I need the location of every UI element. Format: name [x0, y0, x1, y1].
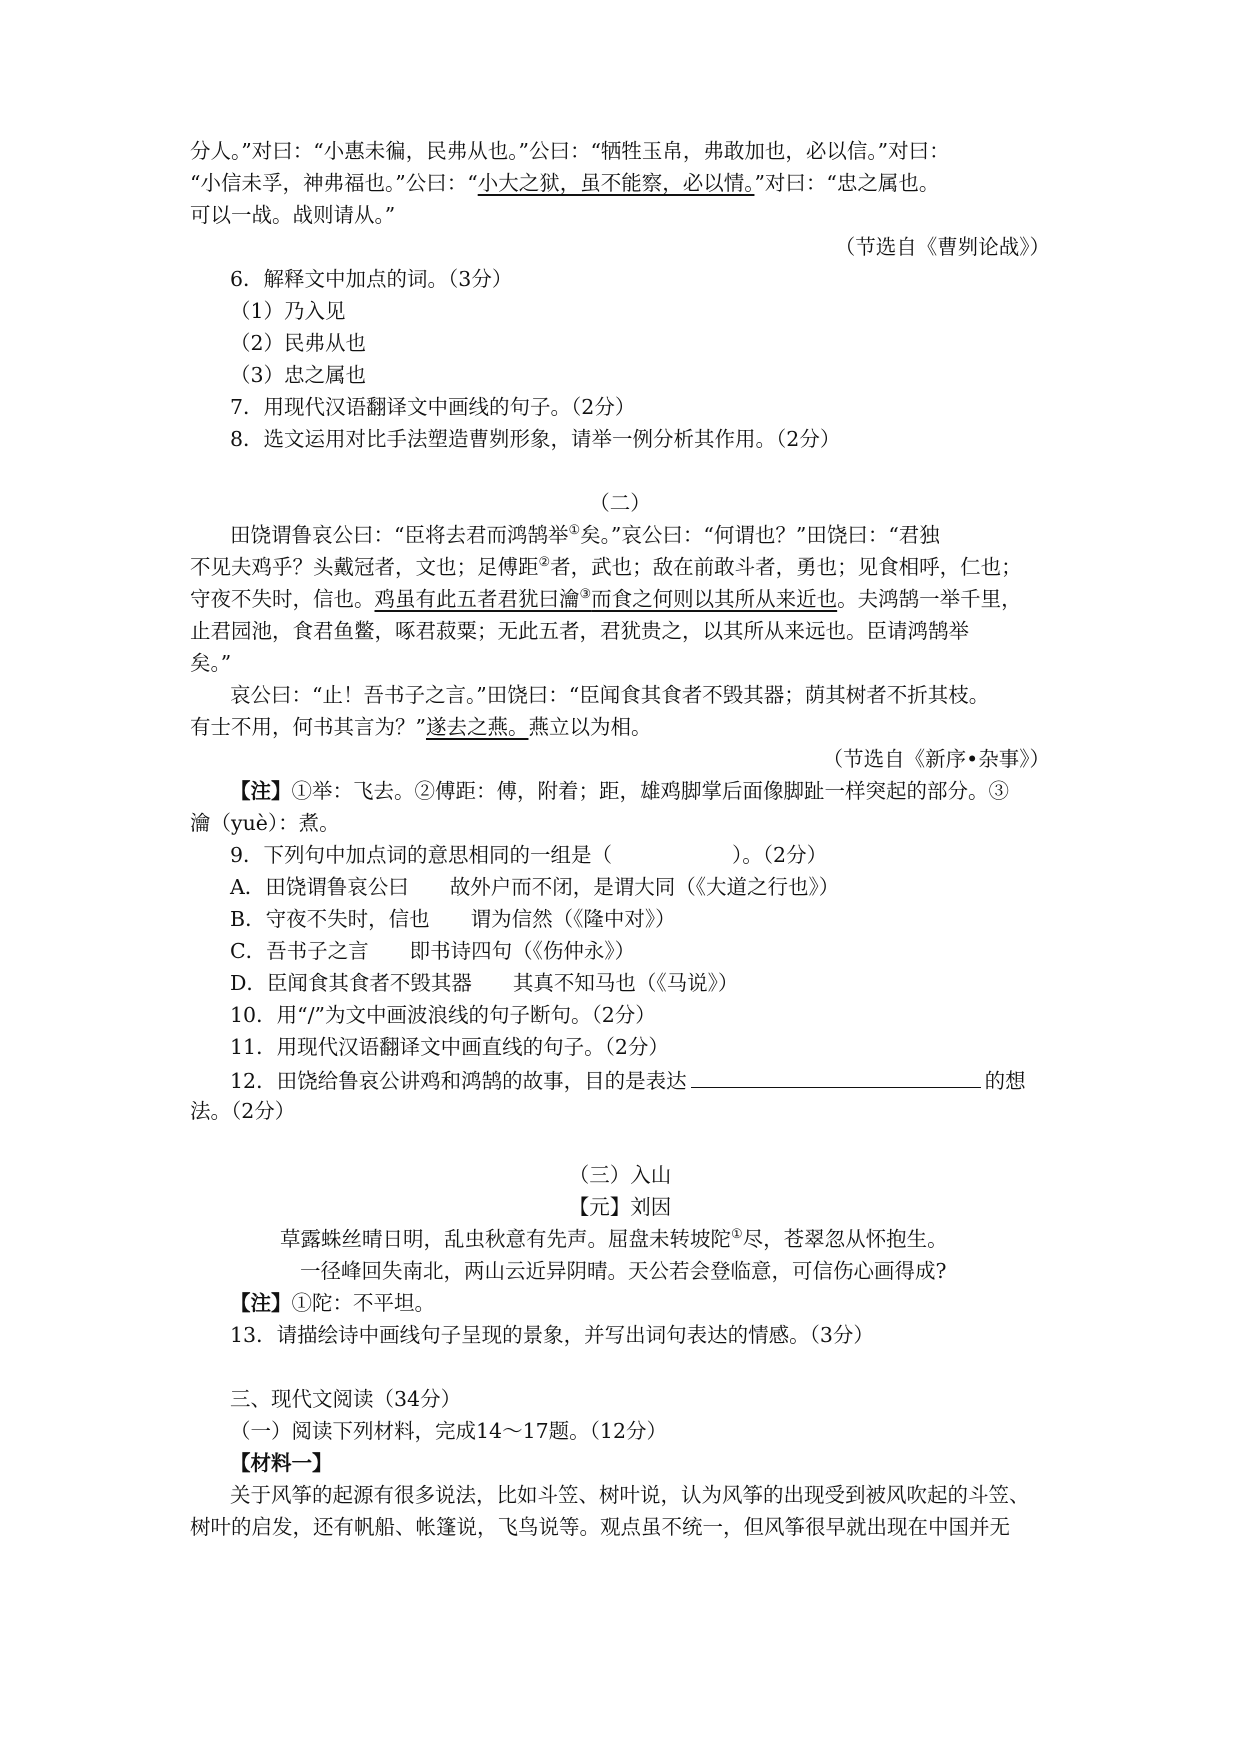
question-12: 12．田饶给鲁哀公讲鸡和鸿鹄的故事，目的是表达 的想 — [230, 1063, 1090, 1097]
sec2-source: （节选自《新序•杂事》） — [822, 747, 1050, 771]
question-6-item-1: （1）乃入见 — [230, 299, 346, 323]
material-1-line-2: 树叶的启发，还有帆船、帐篷说，飞鸟说等。观点虽不统一，但风筝很早就出现在中国并无 — [190, 1515, 1010, 1539]
poem-author: 【元】刘因 — [568, 1195, 672, 1219]
sec2-note-1: 【注】①举：飞去。②傅距：傅，附着；距，雄鸡脚掌后面像脚趾一样突起的部分。③ — [230, 779, 1009, 803]
sec2-line-6: 哀公曰：“止！吾书子之言。”田饶曰：“臣闻食其食者不毁其器；荫其树者不折其枝。 — [230, 683, 990, 707]
question-9-option-d: D．臣闻食其食者不毁其器 其真不知马也（《马说》） — [230, 971, 739, 995]
straight-underlined-sentence: 遂去之燕。 — [425, 715, 529, 739]
sec2-line-1: 田饶谓鲁哀公曰：“臣将去君而鸿鹄举①矣。”哀公曰：“何谓也？”田饶曰：“君独 — [230, 523, 940, 547]
underlined-sentence: 小大之狱，虽不能察，必以情。 — [477, 171, 755, 195]
material-1-label: 【材料一】 — [230, 1451, 333, 1475]
sec2-line-7: 有士不用，何书其言为？”遂去之燕。燕立以为相。 — [190, 715, 652, 739]
question-9: 9．下列句中加点词的意思相同的一组是（ ）。（2分） — [230, 843, 828, 867]
poem-line-2: 一径峰回失南北，两山云近异阴晴。天公若会登临意，可信伤心画得成? — [300, 1259, 947, 1283]
sec2-line-4: 止君园池，食君鱼鳖，啄君菽粟；无此五者，君犹贵之，以其所从来远也。臣请鸿鹄举 — [190, 619, 969, 643]
cao-line-1: 分人。”对曰：“小惠未徧，民弗从也。”公曰：“牺牲玉帛，弗敢加也，必以信。”对曰： — [190, 139, 950, 163]
question-13: 13．请描绘诗中画线句子呈现的景象，并写出词句表达的情感。（3分） — [230, 1323, 874, 1347]
question-6: 6．解释文中加点的词。（3分） — [230, 267, 513, 291]
question-9-option-b: B．守夜不失时，信也 谓为信然（《隆中对》） — [230, 907, 676, 931]
cao-line-3: 可以一战。战则请从。” — [190, 203, 396, 227]
material-1-line-1: 关于风筝的起源有很多说法，比如斗笠、树叶说，认为风筝的出现受到被风吹起的斗笠、 — [230, 1483, 1030, 1507]
question-7: 7．用现代汉语翻译文中画线的句子。（2分） — [230, 395, 636, 419]
question-8: 8．选文运用对比手法塑造曹刿形象，请举一例分析其作用。（2分） — [230, 427, 841, 451]
cao-source: （节选自《曹刿论战》） — [834, 235, 1050, 259]
poem-line-1: 草露蛛丝晴日明，乱虫秋意有先声。屈盘未转坡陀①尽，苍翠忽从怀抱生。 — [280, 1227, 948, 1251]
question-6-item-3: （3）忠之属也 — [230, 363, 367, 387]
question-9-option-a: A．田饶谓鲁哀公曰 故外户而不闭，是谓大同（《大道之行也》） — [230, 875, 840, 899]
question-9-option-c: C．吾书子之言 即书诗四句（《伤仲永》） — [230, 939, 636, 963]
cao-line-2: “小信未孚，神弗福也。”公曰：“小大之狱，虽不能察，必以情。”对曰：“忠之属也。 — [190, 171, 940, 195]
section-3-subheading: （一）阅读下列材料，完成14～17题。（12分） — [230, 1419, 668, 1443]
sec2-line-3: 守夜不失时，信也。鸡虽有此五者君犹曰瀹③而食之何则以其所从来近也。夫鸿鹄一举千里， — [190, 587, 1022, 611]
poem-note: 【注】①陀：不平坦。 — [230, 1291, 435, 1315]
question-10: 10．用“/”为文中画波浪线的句子断句。（2分） — [230, 1003, 656, 1027]
question-12-cont: 法。（2分） — [190, 1099, 296, 1123]
section-2-heading: （二） — [589, 491, 651, 515]
question-11: 11．用现代汉语翻译文中画直线的句子。（2分） — [230, 1035, 669, 1059]
sec2-note-2: 瀹（yuè）：煮。 — [190, 811, 340, 835]
poem-title: （三）入山 — [568, 1163, 672, 1187]
answer-blank[interactable] — [691, 1063, 981, 1088]
section-3-heading: 三、现代文阅读（34分） — [230, 1387, 462, 1411]
wavy-underlined-sentence: 鸡虽有此五者君犹曰瀹③而食之何则以其所从来近也 — [374, 587, 838, 611]
question-6-item-2: （2）民弗从也 — [230, 331, 367, 355]
sec2-line-5: 矣。” — [190, 651, 232, 675]
sec2-line-2: 不见夫鸡乎？头戴冠者，文也；足傅距②者，武也；敌在前敢斗者，勇也；见食相呼，仁也； — [190, 555, 1022, 579]
